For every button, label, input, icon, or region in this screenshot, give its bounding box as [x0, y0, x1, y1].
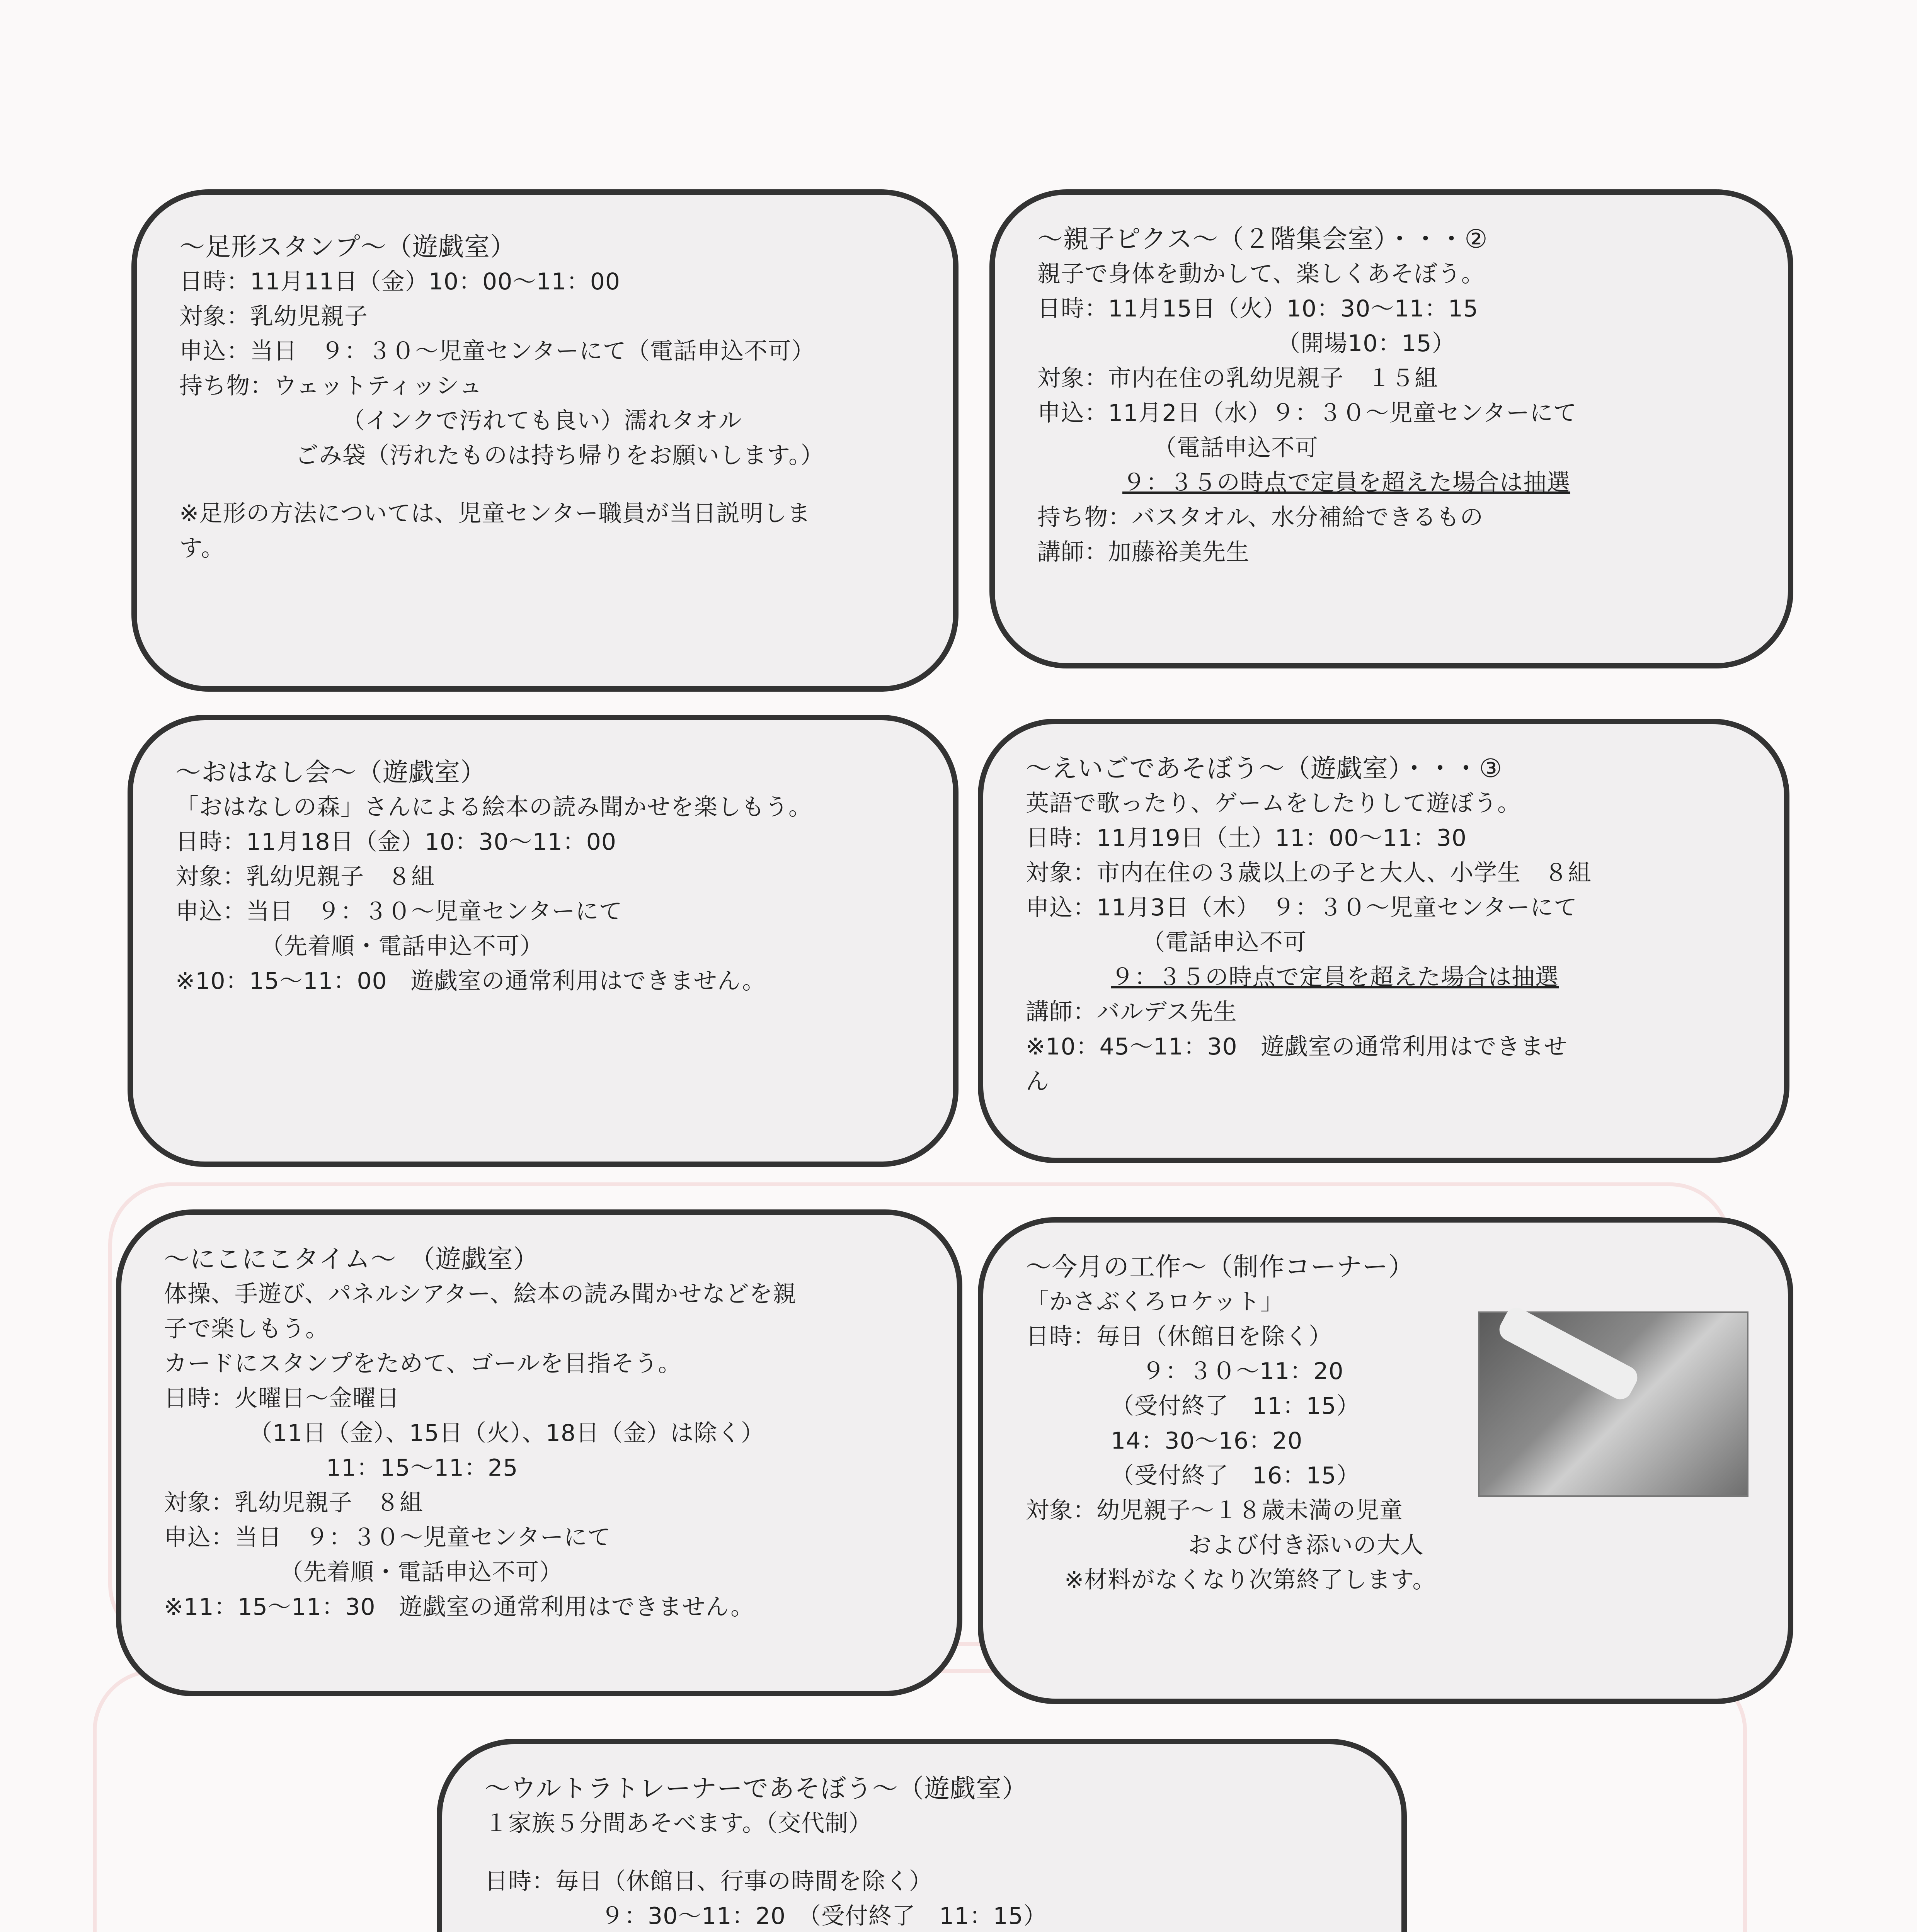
event-note: ※材料がなくなり次第終了します。: [1064, 1566, 1436, 1594]
event-note: ※足形の方法については、児童センター職員が当日説明しま: [179, 500, 811, 527]
event-target: 対象：乳幼児親子: [179, 303, 368, 330]
event-title: ～ウルトラトレーナーであそぼう～（遊戯室）: [485, 1774, 1028, 1803]
event-target: 対象：乳幼児親子 ８組: [175, 863, 435, 890]
event-description: 体操、手遊び、パネルシアター、絵本の読み聞かせなどを親: [164, 1281, 797, 1308]
event-box-kousaku: [978, 1217, 1793, 1704]
event-date: 日時：11月18日（金）10：30～11：00: [175, 828, 617, 855]
event-instructor: 講師：バルデス先生: [1026, 998, 1237, 1026]
event-application: 申込：当日 ９：３０～児童センターにて: [164, 1524, 611, 1551]
event-reception-end: （受付終了 11：15）: [1111, 1393, 1360, 1420]
event-note: ん: [1026, 1068, 1049, 1095]
event-note: ※10：15～11：00 遊戯室の通常利用はできません。: [175, 968, 766, 995]
event-box-ashigata: [131, 189, 958, 692]
event-note: ※11：15～11：30 遊戯室の通常利用はできません。: [164, 1594, 754, 1621]
event-application-note: （電話申込不可: [1153, 434, 1318, 461]
event-time: ９：３０～11：20: [1142, 1358, 1344, 1385]
event-lottery-note: ９：３５の時点で定員を超えた場合は抽選: [1122, 469, 1570, 496]
event-belongings-item: （インクで汚れても良い）濡れタオル: [342, 407, 742, 434]
event-opening-time: （開場10：15）: [1277, 330, 1456, 357]
event-instructor: 講師：加藤裕美先生: [1037, 539, 1250, 566]
event-application: 申込：当日 ９：３０～児童センターにて（電話申込不可）: [179, 338, 815, 365]
event-title: ～おはなし会～（遊戯室）: [175, 757, 486, 787]
event-note: す。: [179, 535, 225, 562]
event-title: ～にこにこタイム～ （遊戯室）: [164, 1244, 539, 1274]
event-belongings: 持ち物：バスタオル、水分補給できるもの: [1037, 504, 1484, 531]
event-box-ultra: [437, 1739, 1407, 1932]
event-description: 「おはなしの森」さんによる絵本の読み聞かせを楽しもう。: [175, 794, 812, 821]
event-application: 申込：11月3日（木） ９：３０～児童センターにて: [1026, 894, 1578, 921]
event-note: ※10：45～11：30 遊戯室の通常利用はできませ: [1026, 1033, 1568, 1060]
event-title: ～親子ピクス～（２階集会室）・・・②: [1037, 224, 1488, 254]
event-target: および付き添いの大人: [1188, 1532, 1424, 1559]
event-box-nikoniko: [116, 1209, 962, 1696]
event-application: 申込：11月2日（水）９：３０～児童センターにて: [1037, 400, 1577, 427]
event-time: 11：15～11：25: [326, 1454, 518, 1481]
event-date: 日時：11月19日（土）11：00～11：30: [1026, 825, 1467, 852]
event-box-oyako: [989, 189, 1793, 668]
event-application-note: （先着順・電話申込不可）: [280, 1559, 563, 1586]
event-date: 日時：11月15日（火）10：30～11：15: [1037, 295, 1479, 322]
event-application: 申込：当日 ９：３０～児童センターにて: [175, 898, 623, 925]
event-target: 対象：幼児親子～１８歳未満の児童: [1026, 1497, 1403, 1524]
event-description: 子で楽しもう。: [164, 1315, 329, 1342]
event-description: 親子で身体を動かして、楽しくあそぼう。: [1037, 260, 1485, 287]
event-target: 対象：乳幼児親子 ８組: [164, 1489, 423, 1516]
event-date: 日時：火曜日～金曜日: [164, 1385, 400, 1412]
event-title: ～えいごであそぼう～（遊戯室）・・・③: [1026, 753, 1503, 783]
event-time: ９：30～11：20 （受付終了 11：15）: [601, 1903, 1047, 1930]
event-date: 日時：11月11日（金）10：00～11：00: [179, 268, 621, 295]
craft-name: 「かさぶくろロケット」: [1026, 1288, 1284, 1315]
event-title: ～足形スタンプ～（遊戯室）: [179, 232, 516, 262]
event-target: 対象：市内在住の乳幼児親子 １５組: [1037, 365, 1438, 392]
event-application-note: （電話申込不可: [1142, 929, 1307, 956]
event-lottery-note: ９：３５の時点で定員を超えた場合は抽選: [1111, 964, 1559, 991]
event-time: 14：30～16：20: [1111, 1427, 1303, 1454]
event-title: ～今月の工作～（制作コーナー）: [1026, 1252, 1414, 1282]
event-description: １家族５分間あそべます。（交代制）: [485, 1810, 872, 1837]
event-box-ohanashi: [128, 715, 958, 1167]
event-date: 日時：毎日（休館日、行事の時間を除く）: [485, 1868, 933, 1895]
event-description: 英語で歌ったり、ゲームをしたりして遊ぼう。: [1026, 790, 1521, 817]
event-date: 日時：毎日（休館日を除く）: [1026, 1323, 1332, 1350]
event-box-eigo: [978, 719, 1789, 1163]
event-reception-end: （受付終了 16：15）: [1111, 1462, 1360, 1489]
event-application-note: （先着順・電話申込不可）: [260, 933, 543, 960]
event-target: 対象：市内在住の３歳以上の子と大人、小学生 ８組: [1026, 859, 1592, 886]
rocket-craft-photo: [1478, 1311, 1748, 1497]
rocket-shape: [1495, 1304, 1641, 1403]
event-belongings-item: ごみ袋（汚れたものは持ち帰りをお願いします。）: [295, 442, 824, 469]
event-date-exclusions: （11日（金）、15日（火）、18日（金）は除く）: [249, 1420, 765, 1447]
event-description: カードにスタンプをためて、ゴールを目指そう。: [164, 1350, 682, 1377]
event-belongings: 持ち物：ウェットティッシュ: [179, 372, 483, 400]
